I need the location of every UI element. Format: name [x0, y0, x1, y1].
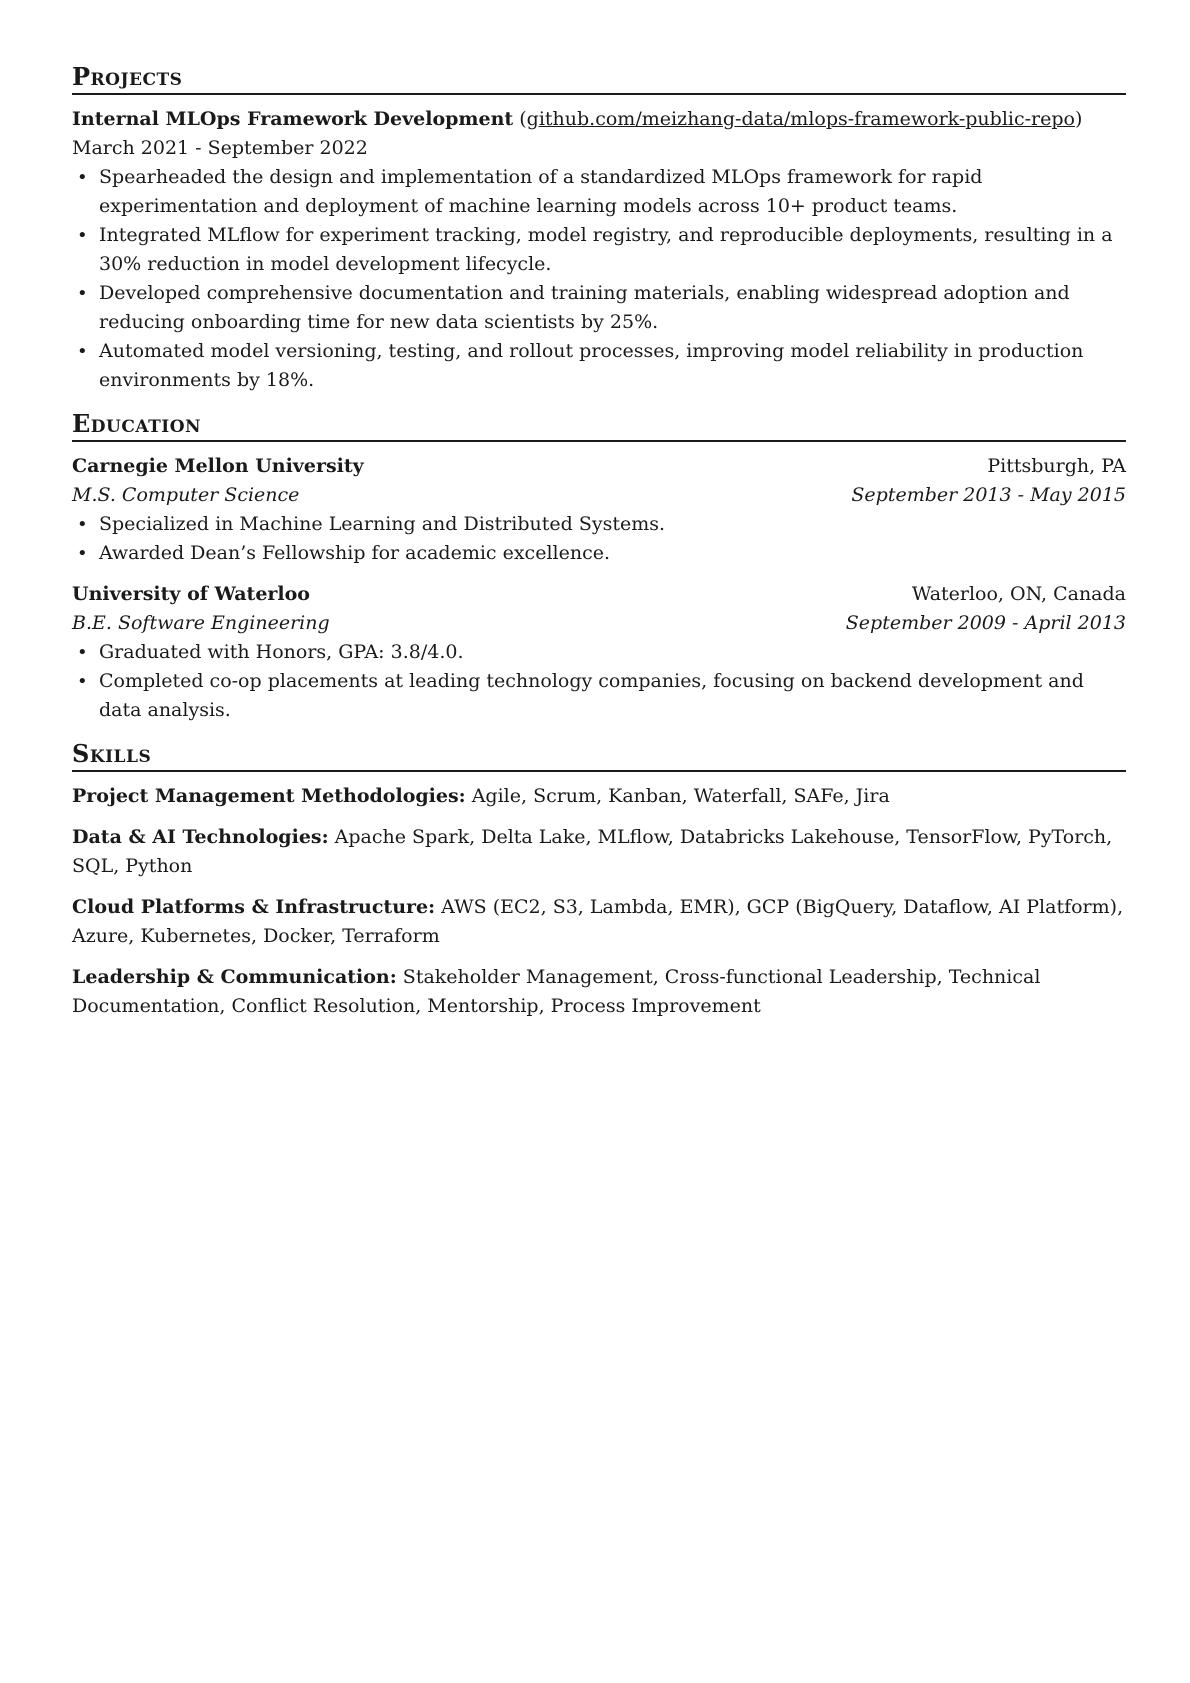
school-location: Pittsburgh, PA	[987, 455, 1126, 477]
education-heading: Education	[72, 409, 202, 438]
list-item: • Graduated with Honors, GPA: 3.8/4.0.	[99, 638, 1126, 667]
skill-label: Cloud Platforms & Infrastructure:	[72, 896, 436, 918]
skill-label: Leadership & Communication:	[72, 966, 397, 988]
skill-value: Stakeholder Management, Cross-functional Leadership, Technical Documentation, Conflict Resolution, Mentorship, Process Improvement	[72, 966, 1041, 1017]
education-entry-cmu	[72, 452, 1126, 568]
school-location: Waterloo, ON, Canada	[911, 583, 1126, 605]
skills-section	[72, 739, 1126, 1021]
list-item: • Automated model versioning, testing, and rollout processes, improving model reliability in production environments by 18%.	[99, 337, 1126, 395]
project-link-open: (	[513, 108, 527, 130]
school-row	[72, 452, 1126, 481]
education-section	[72, 409, 1126, 725]
skill-label: Data & AI Technologies:	[72, 826, 329, 848]
list-item: • Spearheaded the design and implementation of a standardized MLOps framework for rapid experimentation and deployment of machine learning models across 10+ product teams.	[99, 163, 1126, 221]
education-bullet-list	[72, 638, 1126, 725]
degree-row	[72, 481, 1126, 510]
skills-divider	[72, 770, 1126, 772]
projects-divider	[72, 93, 1126, 95]
degree-name: M.S. Computer Science	[72, 484, 300, 506]
list-item: • Awarded Dean’s Fellowship for academic excellence.	[99, 539, 1126, 568]
project-title-line	[72, 105, 1126, 134]
project-dates: March 2021 - September 2022	[72, 137, 368, 159]
skill-label: Project Management Methodologies:	[72, 785, 466, 807]
projects-heading: Projects	[72, 62, 183, 91]
skill-row	[72, 782, 1126, 811]
skill-value: Agile, Scrum, Kanban, Waterfall, SAFe, Jira	[465, 785, 890, 807]
school-name: Carnegie Mellon University	[72, 455, 364, 477]
skill-value: Apache Spark, Delta Lake, MLflow, Databricks Lakehouse, TensorFlow, PyTorch, SQL, Python	[72, 826, 1113, 877]
list-item: • Developed comprehensive documentation and training materials, enabling widespread adoption and reducing onboarding time for new data scientists by 25%.	[99, 279, 1126, 337]
degree-row	[72, 609, 1126, 638]
list-item: • Completed co-op placements at leading technology companies, focusing on backend development and data analysis.	[99, 667, 1126, 725]
skill-row	[72, 893, 1126, 951]
skill-row	[72, 963, 1126, 1021]
project-bullet-list	[72, 163, 1126, 395]
education-divider	[72, 440, 1126, 442]
skills-heading: Skills	[72, 739, 152, 768]
project-link-close: )	[1074, 108, 1083, 130]
projects-section	[72, 62, 1126, 395]
resume-page	[72, 62, 1126, 1035]
list-item: • Integrated MLflow for experiment tracking, model registry, and reproducible deployments, resulting in a 30% reduction in model development lifecycle.	[99, 221, 1126, 279]
degree-name: B.E. Software Engineering	[72, 612, 330, 634]
education-bullet-list	[72, 510, 1126, 568]
project-entry	[72, 105, 1126, 395]
project-title: Internal MLOps Framework Development	[72, 108, 514, 130]
skill-value: AWS (EC2, S3, Lambda, EMR), GCP (BigQuery, Dataflow, AI Platform), Azure, Kubernetes, Docker, Terraform	[72, 896, 1124, 947]
skill-row	[72, 823, 1126, 881]
education-entry-waterloo	[72, 580, 1126, 725]
project-repo-link[interactable]: github.com/meizhang-data/mlops-framework-public-repo	[526, 108, 1075, 130]
list-item: • Specialized in Machine Learning and Distributed Systems.	[99, 510, 1126, 539]
degree-dates: September 2009 - April 2013	[845, 612, 1126, 634]
degree-dates: September 2013 - May 2015	[851, 484, 1126, 506]
school-row	[72, 580, 1126, 609]
school-name: University of Waterloo	[72, 583, 310, 605]
